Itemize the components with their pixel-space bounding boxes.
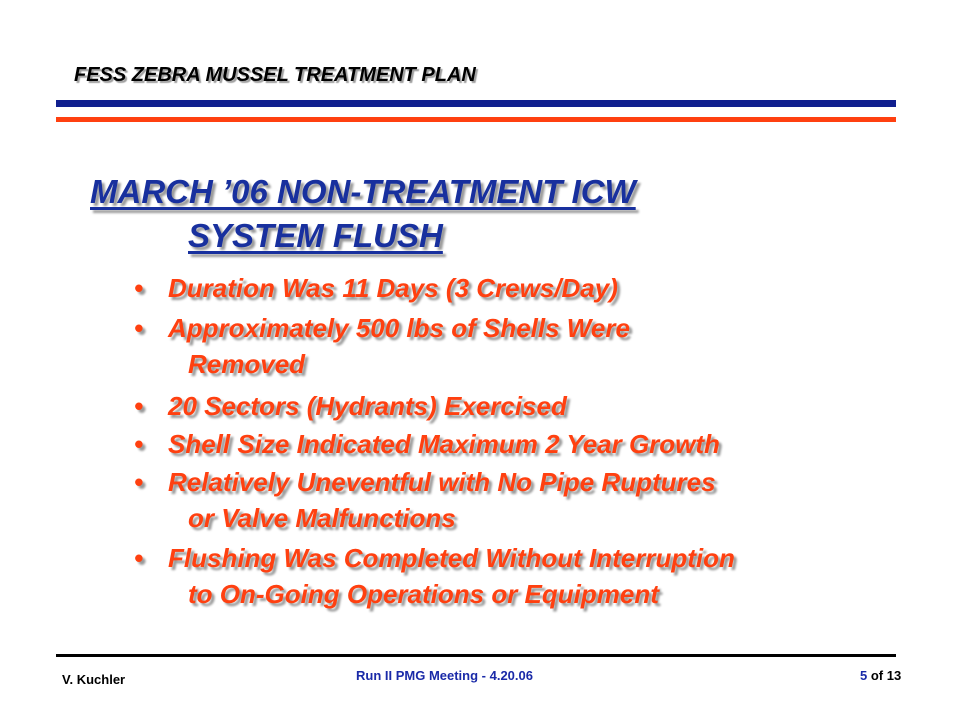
bullet-item: [134, 270, 618, 306]
header-divider-blue: [56, 100, 896, 107]
bullet-text: Duration Was 11 Days (3 Crews/Day): [168, 273, 618, 303]
page-number: [860, 668, 901, 683]
slide-title-line1: MARCH ’06 NON-TREATMENT ICW: [90, 173, 636, 210]
bullet-icon: •: [134, 313, 144, 343]
bullet-text: Approximately 500 lbs of Shells Were: [168, 313, 630, 343]
header-title: FESS ZEBRA MUSSEL TREATMENT PLAN: [74, 64, 476, 86]
bullet-icon: •: [134, 467, 144, 497]
bullet-text: Shell Size Indicated Maximum 2 Year Growth: [168, 429, 720, 459]
slide-title-line2: SYSTEM FLUSH: [188, 217, 443, 254]
bullet-icon: •: [134, 273, 144, 303]
bullet-icon: •: [134, 543, 144, 573]
bullet-icon: •: [134, 429, 144, 459]
bullet-item: [134, 426, 720, 462]
header-divider-orange: [56, 117, 896, 122]
bullet-text: Relatively Uneventful with No Pipe Ruptures: [168, 467, 716, 497]
bullet-text-continued: or Valve Malfunctions: [188, 503, 456, 533]
bullet-icon: •: [134, 391, 144, 421]
bullet-item: [134, 464, 716, 536]
bullet-text: Flushing Was Completed Without Interruption: [168, 543, 735, 573]
page-total: of 13: [867, 668, 902, 683]
slide-title: [90, 170, 636, 258]
bullet-item: [134, 540, 735, 612]
bullet-text-continued: to On-Going Operations or Equipment: [188, 579, 659, 609]
footer-meeting: Run II PMG Meeting - 4.20.06: [356, 668, 533, 683]
bullet-item: [134, 310, 630, 382]
footer-author: V. Kuchler: [62, 672, 126, 687]
footer-divider: [56, 654, 896, 657]
bullet-text-continued: Removed: [188, 349, 306, 379]
page-current: 5: [860, 668, 868, 683]
bullet-text: 20 Sectors (Hydrants) Exercised: [168, 391, 567, 421]
bullet-item: [134, 388, 567, 424]
